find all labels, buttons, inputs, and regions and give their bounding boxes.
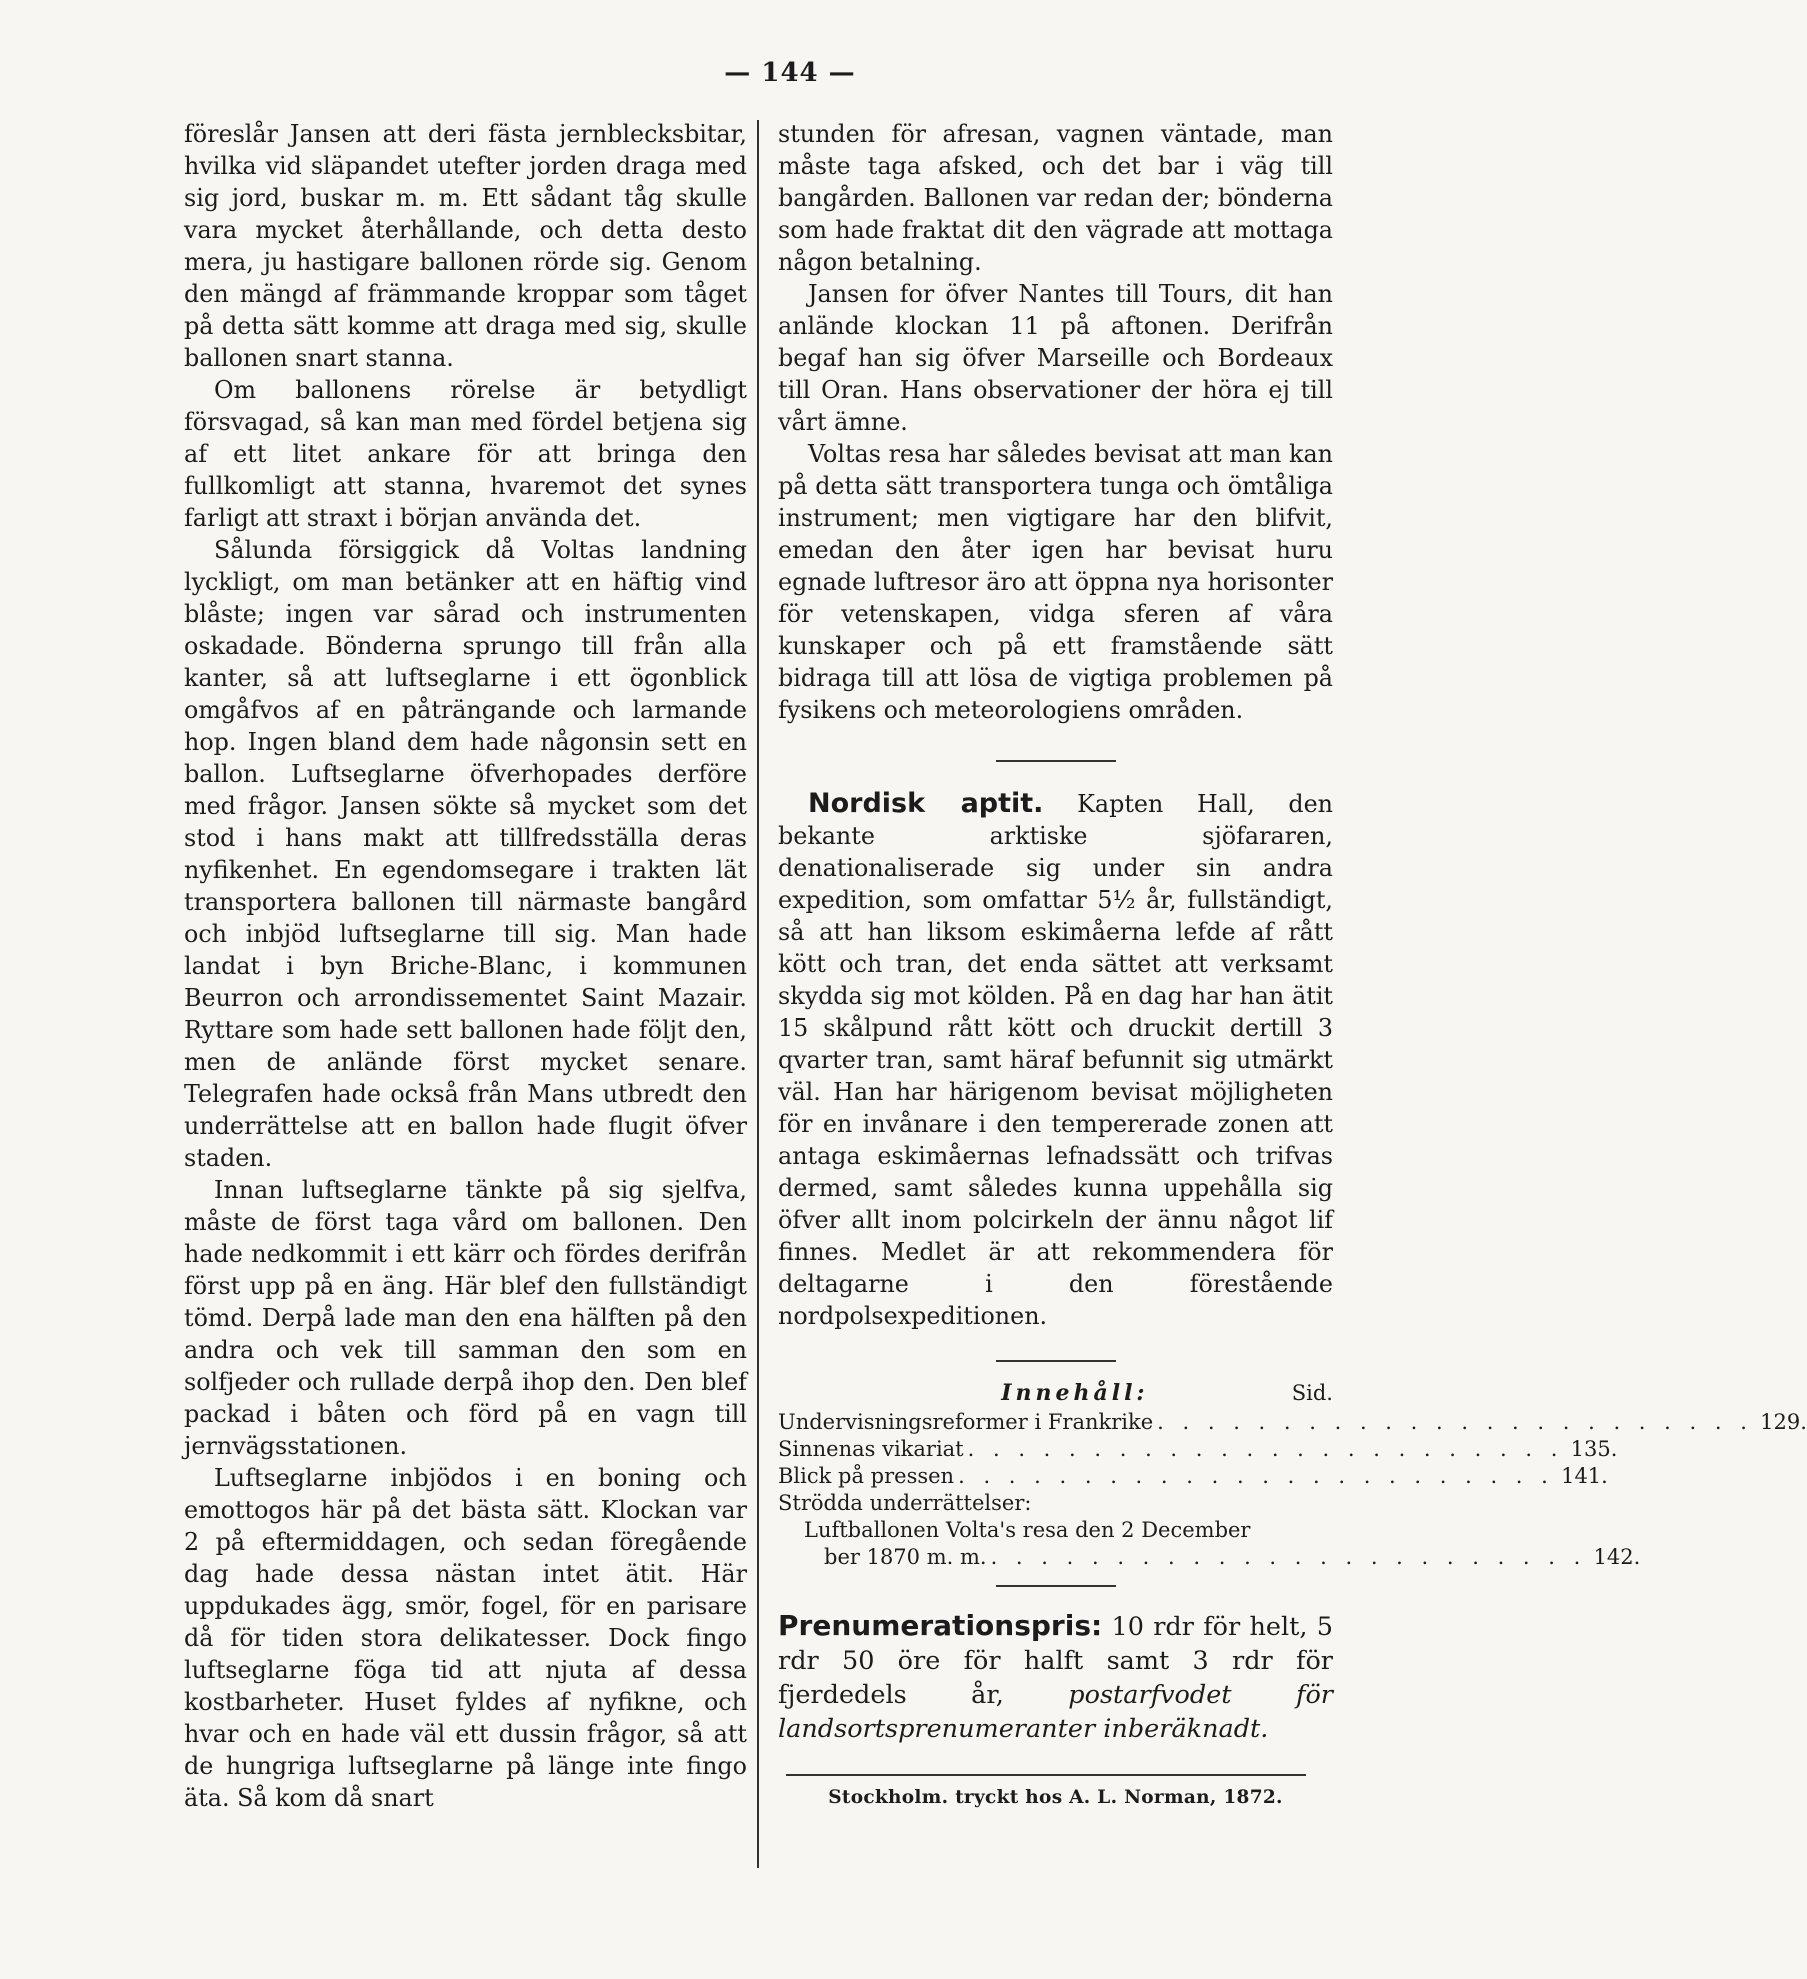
- subscription-note: postarfvodet för landsortsprenumeranter inberäknadt.: [778, 1680, 1333, 1744]
- subscription-heading: Prenumerationspris:: [778, 1609, 1103, 1642]
- article-paragraph: föreslår Jansen att deri fästa jernblecksbitar, hvilka vid släpandet utefter jorden draga med sig jord, buskar m. m. Ett sådant tåg skulle vara mycket återhållande, och detta desto mera, ju hastigare ballonen rörde sig. Genom den mängd af främmande kroppar som tåget på detta sätt komme att draga med sig, skulle ballonen snart stanna.: [184, 120, 747, 372]
- toc-entry-page: 142.: [1593, 1545, 1641, 1569]
- article-paragraph: Luftseglarne inbjödos i en boning och emottogos här på det bästa sätt. Klockan var 2 på eftermiddagen, och sedan föregående dag hade dessa nästan intet ätit. Här uppdukades ägg, smör, fogel, för en parisare då för tiden stora delikatesser. Dock fingo luftseglarne föga tid att njuta af dessa kostbarheter. Huset fyldes af nyfikne, och hvar och en hade väl ett dussin frågor, så att de hungriga luftseglarne på länge inte fingo äta. Så kom då snart: [184, 1464, 747, 1812]
- toc-leader: . . . . . . . . . . . . . . . . . . . . . . . .: [958, 1464, 1554, 1488]
- imprint-divider: [786, 1774, 1306, 1776]
- section-divider: [996, 760, 1116, 762]
- toc-sub-entry-label-cont: ber 1870 m. m.: [824, 1545, 987, 1569]
- article-paragraph: Jansen for öfver Nantes till Tours, dit han anlände klockan 11 på aftonen. Derifrån begaf han sig öfver Marseille och Bordeaux till Oran. Hans observationer der höra ej till vårt ämne.: [778, 280, 1333, 436]
- toc-leader: . . . . . . . . . . . . . . . . . . . . . . . .: [967, 1437, 1564, 1461]
- section-divider: [996, 1585, 1116, 1587]
- toc-entry: [778, 1409, 1807, 1436]
- page-number: — 144 —: [724, 58, 856, 88]
- toc-page-label: Sid.: [1291, 1381, 1333, 1405]
- printer-imprint: Stockholm. tryckt hos A. L. Norman, 1872.: [828, 1787, 1283, 1808]
- toc-sub-entry: [778, 1544, 1641, 1571]
- toc-entry-label: Blick på pressen: [778, 1464, 955, 1488]
- column-divider: [757, 120, 759, 1868]
- article-paragraph: Om ballonens rörelse är betydligt försvagad, så kan man med fördel betjena sig af ett litet ankare för att bringa den fullkomligt att stanna, hvaremot det synes farligt att straxt i början använda det.: [184, 376, 747, 532]
- left-column: [184, 118, 747, 1814]
- notice-paragraph: [778, 788, 1333, 1332]
- article-paragraph: Innan luftseglarne tänkte på sig sjelfva, måste de först taga vård om ballonen. Den hade nedkommit i ett kärr och fördes derifrån först upp på en äng. Här blef den fullständigt tömd. Derpå lade man den ena hälften på den andra och vek till samman den som en solfjeder och rullade derpå ihop den. Den blef packad i båten och förd på en vagn till jernvägsstationen.: [184, 1176, 747, 1460]
- toc-header: [778, 1380, 1333, 1407]
- toc-entry-page: 135.: [1570, 1437, 1618, 1461]
- toc-entry-label: Sinnenas vikariat: [778, 1437, 964, 1461]
- article-paragraph: stunden för afresan, vagnen väntade, man måste taga afsked, och det bar i väg till bangården. Ballonen var redan der; bönderna som hade fraktat dit den vägrade att mottaga någon betalning.: [778, 120, 1333, 276]
- toc-entry-label: Undervisningsreformer i Frankrike: [778, 1410, 1154, 1434]
- toc-entry: [778, 1436, 1618, 1463]
- notice-text: Kapten Hall, den bekante arktiske sjöfararen, denationaliserade sig under sin andra expedition, som omfattar 5½ år, fullständigt, så att han liksom eskimåerna lefde af rått kött och tran, det enda sättet att verksamt skydda sig mot kölden. På en dag har han ätit 15 skålpund rått kött och druckit dertill 3 qvarter tran, samt häraf befunnit sig utmärkt väl. Han har härigenom bevisat möjligheten för en invånare i den tempererade zonen att antaga eskimåernas lefnadssätt och trifvas dermed, samt således kunna uppehålla sig öfver allt inom polcirkeln der ännu något lif finnes. Medlet är att rekommendera för deltagarne i den förestående nordpolsexpeditionen.: [778, 790, 1333, 1330]
- toc-entry-page: 141.: [1561, 1464, 1608, 1488]
- table-of-contents: [778, 1380, 1807, 1571]
- toc-sub-entry: [778, 1517, 1333, 1544]
- toc-heading: Innehåll:: [1001, 1380, 1149, 1406]
- notice-heading: Nordisk aptit.: [808, 788, 1044, 819]
- toc-entry: [778, 1463, 1608, 1490]
- subscription-text: 10 rdr för helt, 5 rdr 50 öre för halft samt 3 rdr för fjerdedels år,: [778, 1612, 1333, 1710]
- article-paragraph: Voltas resa har således bevisat att man kan på detta sätt transportera tunga och ömtåliga instrument; men vigtigare har den blifvit, emedan den åter igen har bevisat huru egnade luftresor äro att öppna nya horisonter för vetenskapen, vidga sferen af våra kunskaper och på ett framstående sätt bidraga till att lösa de vigtiga problemen på fysikens och meteorologiens områden.: [778, 440, 1333, 724]
- toc-sub-entry-label: Luftballonen Volta's resa den 2 December: [804, 1518, 1251, 1542]
- article-paragraph: Sålunda försiggick då Voltas landning lyckligt, om man betänker att en häftig vind blåste; ingen var sårad och instrumenten oskadade. Bönderna sprungo till från alla kanter, så att luftseglarne i ett ögonblick omgåfvos af en påträngande och larmande hop. Ingen bland dem hade någonsin sett en ballon. Luftseglarne öfverhopades derföre med frågor. Jansen sökte så mycket som det stod i hans makt att tillfredsställa deras nyfikenhet. En egendomsegare i trakten lät transportera ballonen till närmaste bangård och inbjöd luftseglarne till sig. Man hade landat i byn Briche-Blanc, i kommunen Beurron och arrondissementet Saint Mazair. Ryttare som hade sett ballonen hade följt den, men de anlände först mycket senare. Telegrafen hade också från Mans utbredt den underrättelse att en ballon hade flugit öfver staden.: [184, 536, 747, 1172]
- subscription-notice: [778, 1609, 1333, 1746]
- toc-entry-page: 129.: [1760, 1410, 1807, 1434]
- toc-leader: . . . . . . . . . . . . . . . . . . . . . . . .: [1157, 1410, 1753, 1434]
- right-column: [778, 118, 1807, 1814]
- section-divider: [996, 1360, 1116, 1362]
- toc-group-label: Strödda underrättelser:: [778, 1491, 1032, 1515]
- toc-group: [778, 1490, 1333, 1517]
- toc-leader: . . . . . . . . . . . . . . . . . . . . . . . .: [990, 1545, 1587, 1569]
